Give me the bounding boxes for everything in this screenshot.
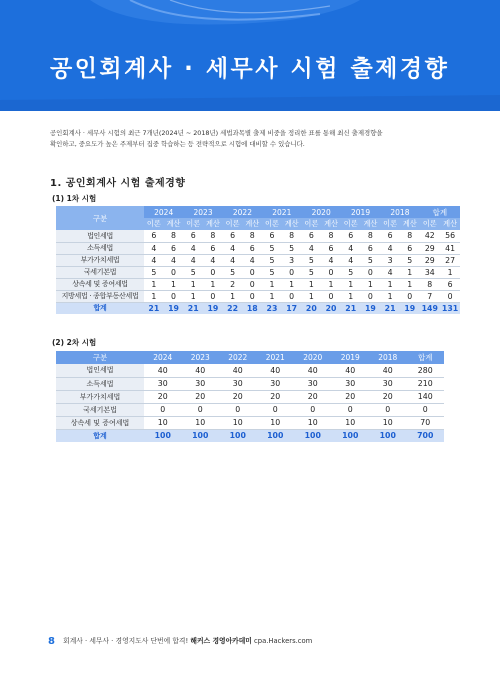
theory-header: 이론 <box>420 218 440 230</box>
table-cell: 4 <box>321 254 341 266</box>
table-cell: 4 <box>164 254 184 266</box>
table-cell: 0 <box>203 290 223 302</box>
table-cell: 0 <box>242 266 262 278</box>
table-cell: 8 <box>242 230 262 242</box>
row-label: 지방세법 · 종합부동산세법 <box>56 290 144 302</box>
table-cell: 4 <box>183 254 203 266</box>
table-cell: 40 <box>144 364 182 377</box>
table-cell: 21 <box>183 302 203 314</box>
exam1-table <box>56 206 460 314</box>
total-row <box>56 302 460 314</box>
table-cell: 40 <box>182 364 220 377</box>
exam2-year-header: 2024 <box>144 351 182 364</box>
table-cell: 4 <box>144 242 164 254</box>
table-cell: 5 <box>302 266 322 278</box>
table-cell: 5 <box>262 242 282 254</box>
table-cell: 100 <box>182 429 220 442</box>
table-cell: 1 <box>164 278 184 290</box>
table-cell: 0 <box>164 266 184 278</box>
table-cell: 1 <box>400 278 420 290</box>
table-row <box>56 230 460 242</box>
table-cell: 0 <box>219 403 257 416</box>
table-cell: 21 <box>380 302 400 314</box>
table-cell: 1 <box>262 290 282 302</box>
table-cell: 1 <box>282 278 302 290</box>
table-cell: 17 <box>282 302 302 314</box>
table-cell: 6 <box>223 230 243 242</box>
table-cell: 3 <box>380 254 400 266</box>
table-cell: 30 <box>332 377 370 390</box>
table-cell: 0 <box>257 403 295 416</box>
table-cell: 23 <box>262 302 282 314</box>
row-label: 국세기본법 <box>56 266 144 278</box>
table-cell: 1 <box>400 266 420 278</box>
table-cell: 100 <box>332 429 370 442</box>
table-row <box>56 278 460 290</box>
page-footer <box>48 635 312 647</box>
table-cell: 6 <box>183 230 203 242</box>
table-cell: 6 <box>361 242 381 254</box>
exam1-corner-header: 구분 <box>56 206 144 230</box>
table-cell: 18 <box>242 302 262 314</box>
table-cell: 27 <box>440 254 460 266</box>
table-cell: 0 <box>407 403 445 416</box>
table-cell: 1 <box>302 278 322 290</box>
calc-header: 계산 <box>242 218 262 230</box>
table-cell: 1 <box>144 290 164 302</box>
table-cell: 1 <box>302 290 322 302</box>
table-cell: 20 <box>321 302 341 314</box>
exam1-subtitle: (1) 1차 시험 <box>52 194 97 203</box>
calc-header: 계산 <box>203 218 223 230</box>
table-cell: 30 <box>369 377 407 390</box>
table-row <box>56 377 444 390</box>
table-row <box>56 364 444 377</box>
total-label: 합계 <box>56 302 144 314</box>
calc-header: 계산 <box>282 218 302 230</box>
table-row <box>56 266 460 278</box>
calc-header: 계산 <box>400 218 420 230</box>
exam2-corner-header: 구분 <box>56 351 144 364</box>
table-cell: 8 <box>361 230 381 242</box>
table-cell: 40 <box>219 364 257 377</box>
table-row <box>56 390 444 403</box>
table-cell: 1 <box>321 278 341 290</box>
table-cell: 1 <box>183 278 203 290</box>
table-cell: 0 <box>144 403 182 416</box>
table-cell: 4 <box>144 254 164 266</box>
table-cell: 149 <box>420 302 440 314</box>
exam2-year-header: 2023 <box>182 351 220 364</box>
table-cell: 1 <box>341 290 361 302</box>
row-label: 상속세 및 증여세법 <box>56 416 144 429</box>
table-cell: 1 <box>361 278 381 290</box>
row-label: 부가가치세법 <box>56 390 144 403</box>
page-number: 8 <box>48 636 55 647</box>
table-cell: 6 <box>400 242 420 254</box>
table-cell: 5 <box>282 242 302 254</box>
table-cell: 100 <box>369 429 407 442</box>
exam1-year-header: 2020 <box>302 206 341 218</box>
table-cell: 22 <box>223 302 243 314</box>
table-cell: 10 <box>144 416 182 429</box>
exam1-year-header: 2022 <box>223 206 262 218</box>
table-cell: 4 <box>203 254 223 266</box>
table-cell: 29 <box>420 254 440 266</box>
table-cell: 8 <box>321 230 341 242</box>
table-cell: 100 <box>257 429 295 442</box>
row-label: 법인세법 <box>56 230 144 242</box>
table-row <box>56 403 444 416</box>
total-row <box>56 429 444 442</box>
table-cell: 6 <box>440 278 460 290</box>
table-row <box>56 416 444 429</box>
table-cell: 0 <box>440 290 460 302</box>
table-cell: 0 <box>400 290 420 302</box>
table-cell: 5 <box>302 254 322 266</box>
exam1-year-header: 2021 <box>262 206 301 218</box>
table-cell: 40 <box>332 364 370 377</box>
table-cell: 6 <box>262 230 282 242</box>
table-row <box>56 242 460 254</box>
calc-header: 계산 <box>361 218 381 230</box>
table-cell: 20 <box>144 390 182 403</box>
table-cell: 0 <box>294 403 332 416</box>
table-cell: 3 <box>282 254 302 266</box>
table-cell: 40 <box>294 364 332 377</box>
table-cell: 40 <box>369 364 407 377</box>
row-label: 법인세법 <box>56 364 144 377</box>
exam1-year-header: 2024 <box>144 206 183 218</box>
table-cell: 131 <box>440 302 460 314</box>
exam1-year-header: 2018 <box>380 206 419 218</box>
table-cell: 1 <box>223 290 243 302</box>
table-cell: 8 <box>420 278 440 290</box>
table-cell: 0 <box>203 266 223 278</box>
table-cell: 4 <box>341 242 361 254</box>
table-cell: 0 <box>182 403 220 416</box>
table-cell: 6 <box>164 242 184 254</box>
table-row <box>56 254 460 266</box>
exam2-year-header: 2018 <box>369 351 407 364</box>
table-cell: 1 <box>262 278 282 290</box>
theory-header: 이론 <box>262 218 282 230</box>
table-cell: 6 <box>203 242 223 254</box>
table-cell: 19 <box>164 302 184 314</box>
exam2-year-header: 2019 <box>332 351 370 364</box>
total-label: 합계 <box>56 429 144 442</box>
table-cell: 19 <box>203 302 223 314</box>
table-cell: 1 <box>144 278 164 290</box>
table-cell: 30 <box>182 377 220 390</box>
table-cell: 7 <box>420 290 440 302</box>
table-cell: 10 <box>369 416 407 429</box>
table-cell: 0 <box>282 266 302 278</box>
table-cell: 4 <box>380 242 400 254</box>
page-title: 공인회계사 · 세무사 시험 출제경향 <box>50 56 450 82</box>
table-cell: 19 <box>400 302 420 314</box>
table-cell: 1 <box>341 278 361 290</box>
footer-publisher: 해커스 경영아카데미 <box>190 637 252 645</box>
table-cell: 5 <box>223 266 243 278</box>
table-cell: 5 <box>262 254 282 266</box>
table-cell: 4 <box>223 242 243 254</box>
calc-header: 계산 <box>164 218 184 230</box>
row-label: 상속세 및 증여세법 <box>56 278 144 290</box>
table-cell: 5 <box>400 254 420 266</box>
table-cell: 30 <box>144 377 182 390</box>
table-cell: 4 <box>183 242 203 254</box>
table-cell: 70 <box>407 416 445 429</box>
table-cell: 6 <box>321 242 341 254</box>
exam2-subtitle: (2) 2차 시험 <box>52 338 97 347</box>
table-cell: 10 <box>332 416 370 429</box>
table-cell: 100 <box>144 429 182 442</box>
row-label: 소득세법 <box>56 242 144 254</box>
table-cell: 29 <box>420 242 440 254</box>
exam1-table-body <box>56 230 460 314</box>
table-cell: 19 <box>361 302 381 314</box>
table-cell: 0 <box>321 266 341 278</box>
table-cell: 4 <box>242 254 262 266</box>
calc-header: 계산 <box>440 218 460 230</box>
calc-header: 계산 <box>321 218 341 230</box>
table-cell: 10 <box>257 416 295 429</box>
row-label: 부가가치세법 <box>56 254 144 266</box>
table-cell: 40 <box>257 364 295 377</box>
section-title: 1. 공인회계사 시험 출제경향 <box>50 178 186 189</box>
exam1-total-header: 합계 <box>420 206 461 218</box>
footer-slogan: 회계사 · 세무사 · 경영지도사 단번에 합격! <box>63 637 189 645</box>
table-cell: 100 <box>219 429 257 442</box>
table-cell: 4 <box>302 242 322 254</box>
table-cell: 41 <box>440 242 460 254</box>
table-cell: 30 <box>257 377 295 390</box>
table-cell: 30 <box>294 377 332 390</box>
table-cell: 56 <box>440 230 460 242</box>
table-cell: 4 <box>380 266 400 278</box>
table-cell: 0 <box>332 403 370 416</box>
table-cell: 0 <box>242 290 262 302</box>
theory-header: 이론 <box>223 218 243 230</box>
intro-line: 공인회계사 · 세무사 시험의 최근 7개년(2024년 ~ 2018년) 세법과목별 출제 비중을 정리한 표를 통해 최신 출제경향을 <box>50 129 383 137</box>
table-cell: 6 <box>242 242 262 254</box>
table-cell: 5 <box>183 266 203 278</box>
table-cell: 0 <box>164 290 184 302</box>
row-label: 국세기본법 <box>56 403 144 416</box>
table-cell: 20 <box>332 390 370 403</box>
intro-paragraph <box>50 128 452 149</box>
table-cell: 6 <box>341 230 361 242</box>
theory-header: 이론 <box>380 218 400 230</box>
table-cell: 0 <box>361 290 381 302</box>
title-banner <box>0 0 500 111</box>
table-cell: 0 <box>282 290 302 302</box>
table-cell: 20 <box>182 390 220 403</box>
table-cell: 0 <box>369 403 407 416</box>
exam2-table <box>56 351 444 442</box>
table-cell: 1 <box>380 278 400 290</box>
table-cell: 1 <box>440 266 460 278</box>
table-cell: 6 <box>302 230 322 242</box>
table-cell: 21 <box>341 302 361 314</box>
exam2-table-body <box>56 364 444 442</box>
table-cell: 8 <box>282 230 302 242</box>
table-cell: 34 <box>420 266 440 278</box>
exam2-year-header: 2020 <box>294 351 332 364</box>
table-cell: 20 <box>219 390 257 403</box>
table-cell: 0 <box>242 278 262 290</box>
table-cell: 21 <box>144 302 164 314</box>
table-cell: 42 <box>420 230 440 242</box>
table-cell: 6 <box>380 230 400 242</box>
table-cell: 20 <box>257 390 295 403</box>
table-cell: 20 <box>302 302 322 314</box>
table-cell: 1 <box>380 290 400 302</box>
table-row <box>56 290 460 302</box>
table-cell: 6 <box>144 230 164 242</box>
table-cell: 8 <box>400 230 420 242</box>
table-cell: 8 <box>164 230 184 242</box>
table-cell: 30 <box>219 377 257 390</box>
theory-header: 이론 <box>144 218 164 230</box>
exam2-year-header: 2021 <box>257 351 295 364</box>
theory-header: 이론 <box>183 218 203 230</box>
table-cell: 5 <box>144 266 164 278</box>
table-cell: 10 <box>182 416 220 429</box>
table-cell: 10 <box>294 416 332 429</box>
exam1-year-header-row <box>56 206 460 218</box>
exam1-year-header: 2023 <box>183 206 222 218</box>
exam2-total-header: 합계 <box>407 351 445 364</box>
table-cell: 5 <box>262 266 282 278</box>
table-cell: 100 <box>294 429 332 442</box>
table-cell: 280 <box>407 364 445 377</box>
footer-url[interactable]: cpa.Hackers.com <box>254 637 313 645</box>
table-cell: 20 <box>294 390 332 403</box>
table-cell: 700 <box>407 429 445 442</box>
table-cell: 5 <box>361 254 381 266</box>
table-cell: 5 <box>341 266 361 278</box>
exam2-header-row <box>56 351 444 364</box>
theory-header: 이론 <box>341 218 361 230</box>
table-cell: 2 <box>223 278 243 290</box>
table-cell: 0 <box>321 290 341 302</box>
table-cell: 0 <box>361 266 381 278</box>
table-cell: 4 <box>223 254 243 266</box>
row-label: 소득세법 <box>56 377 144 390</box>
table-cell: 210 <box>407 377 445 390</box>
table-cell: 140 <box>407 390 445 403</box>
exam1-year-header: 2019 <box>341 206 380 218</box>
table-cell: 1 <box>183 290 203 302</box>
intro-line: 확인하고, 중요도가 높은 주제부터 집중 학습하는 등 전략적으로 시험에 대비할 수 있습니다. <box>50 139 305 148</box>
exam2-year-header: 2022 <box>219 351 257 364</box>
table-cell: 1 <box>203 278 223 290</box>
table-cell: 4 <box>341 254 361 266</box>
table-cell: 8 <box>203 230 223 242</box>
theory-header: 이론 <box>302 218 322 230</box>
table-cell: 10 <box>219 416 257 429</box>
table-cell: 20 <box>369 390 407 403</box>
